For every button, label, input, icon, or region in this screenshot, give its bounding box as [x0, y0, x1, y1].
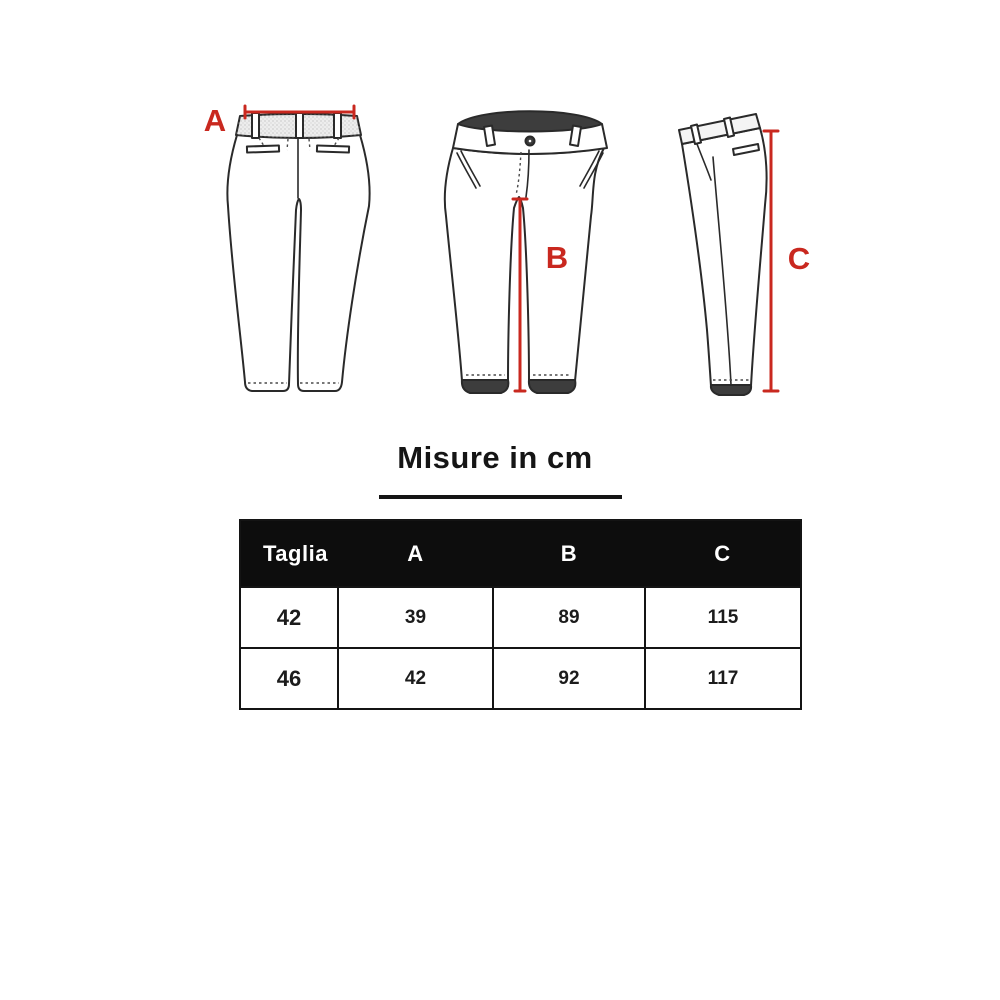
pants-side-view [650, 90, 825, 410]
column-header-a: A [338, 520, 493, 587]
back-belt-loop [296, 113, 303, 138]
column-header-b: B [493, 520, 645, 587]
front-hem-left [462, 380, 508, 393]
pants-front-view [440, 90, 625, 410]
measure-a-label: A [203, 103, 227, 138]
side-hem [711, 385, 751, 395]
pants-side-view-drawing [650, 90, 825, 410]
cell-a: 39 [338, 587, 493, 648]
cell-taglia: 46 [240, 648, 338, 709]
title-underline [379, 495, 622, 499]
column-header-c: C [645, 520, 801, 587]
front-belt-loop [484, 126, 495, 147]
cell-c: 117 [645, 648, 801, 709]
page-title: Misure in cm [397, 440, 593, 475]
table-row-size-46 [240, 648, 801, 709]
pants-front-outline [445, 148, 604, 381]
cell-b: 89 [493, 587, 645, 648]
cell-a: 42 [338, 648, 493, 709]
pants-back-view-drawing [180, 90, 400, 410]
front-button-hole [529, 140, 532, 143]
back-belt-loop [334, 113, 341, 138]
front-belt-loop [570, 126, 581, 147]
size-table-header-row [240, 520, 801, 587]
measure-c-label: C [787, 241, 811, 276]
front-hem-right [529, 380, 575, 393]
back-pocket-left [247, 145, 279, 152]
back-belt-loop [252, 113, 259, 138]
cell-b: 92 [493, 648, 645, 709]
cell-c: 115 [645, 587, 801, 648]
cell-taglia: 42 [240, 587, 338, 648]
table-row-size-42 [240, 587, 801, 648]
column-header-taglia: Taglia [240, 520, 338, 587]
size-table [239, 519, 802, 710]
back-pocket-right [317, 145, 349, 152]
pants-back-view [180, 90, 400, 410]
pants-side-outline [682, 128, 767, 386]
measure-b-label: B [545, 240, 569, 275]
pants-front-view-drawing [440, 90, 625, 410]
